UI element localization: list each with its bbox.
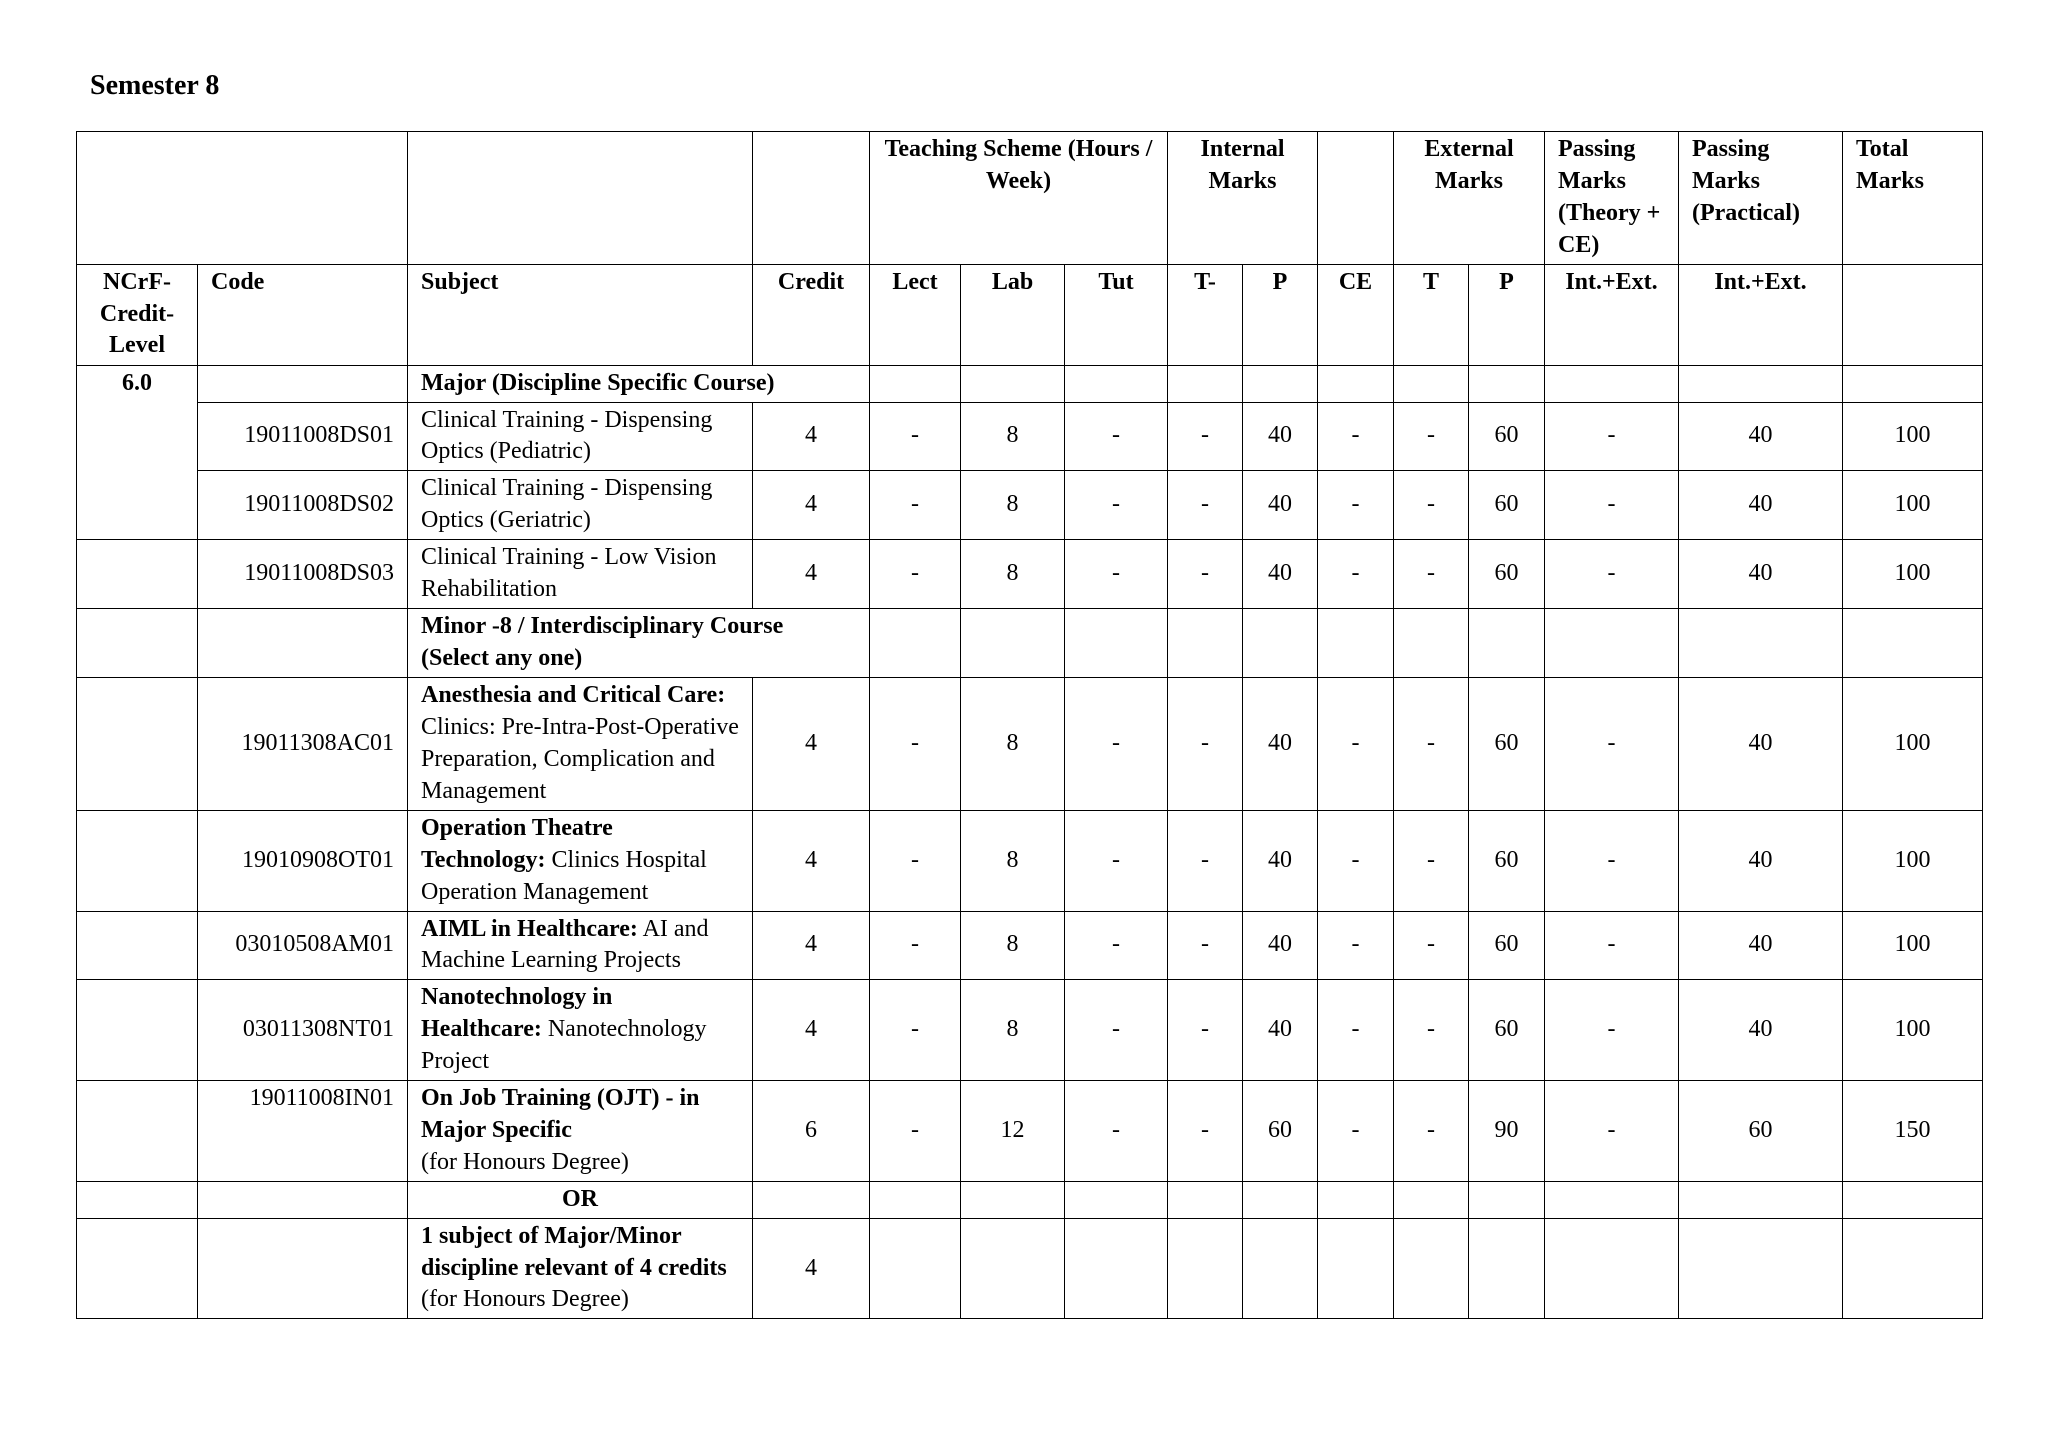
subject-cell — [408, 1218, 753, 1319]
header-passing-theory: Passing Marks (Theory + CE) — [1545, 132, 1679, 265]
empty-cell — [1168, 608, 1243, 677]
or-label: OR — [408, 1181, 753, 1218]
empty-cell — [961, 1181, 1065, 1218]
passing-theory-cell: - — [1545, 540, 1679, 609]
lect-cell: - — [870, 540, 961, 609]
internal-t-cell: - — [1168, 677, 1243, 810]
col-header-level: NCrF-Credit-Level — [77, 264, 198, 365]
table-row — [77, 402, 1983, 471]
subject-desc: (for Honours Degree) — [421, 1286, 629, 1313]
lab-cell: 8 — [961, 402, 1065, 471]
internal-p-cell: 40 — [1243, 471, 1318, 540]
internal-p-cell: 40 — [1243, 540, 1318, 609]
subject-cell: Clinical Training - Dispensing Optics (Pediatric) — [408, 402, 753, 471]
internal-t-cell: - — [1168, 1081, 1243, 1182]
subject-desc: Clinics: Pre-Intra-Post-Operative Preparation, Complication and Management — [421, 713, 739, 804]
col-header-external-p: P — [1469, 264, 1545, 365]
empty-cell — [1243, 608, 1318, 677]
subject-title: Operation Theatre Technology: — [421, 814, 613, 873]
passing-practical-cell: 40 — [1679, 402, 1843, 471]
lab-cell: 12 — [961, 1081, 1065, 1182]
empty-cell — [1469, 365, 1545, 402]
passing-practical-cell: 40 — [1679, 911, 1843, 980]
col-header-tut: Tut — [1065, 264, 1168, 365]
external-t-cell: - — [1394, 1081, 1469, 1182]
code-cell — [198, 1218, 408, 1319]
credit-cell: 4 — [753, 810, 870, 911]
total-cell: 100 — [1843, 677, 1983, 810]
passing-theory-cell: - — [1545, 911, 1679, 980]
header-total-marks: Total Marks — [1843, 132, 1983, 265]
subject-title: 1 subject of Major/Minor discipline relevant of 4 credits — [421, 1222, 727, 1281]
passing-theory-cell: - — [1545, 1081, 1679, 1182]
table-row — [77, 911, 1983, 980]
total-cell — [1843, 1218, 1983, 1319]
internal-t-cell: - — [1168, 540, 1243, 609]
internal-t-cell: - — [1168, 810, 1243, 911]
subject-desc: Nanotechnology Project — [421, 1016, 707, 1075]
passing-practical-cell: 40 — [1679, 980, 1843, 1081]
header-blank-cell — [77, 132, 408, 265]
total-cell: 150 — [1843, 1081, 1983, 1182]
empty-cell — [961, 608, 1065, 677]
empty-cell — [1394, 608, 1469, 677]
credit-cell: 4 — [753, 402, 870, 471]
external-p-cell: 60 — [1469, 677, 1545, 810]
empty-cell — [77, 1218, 198, 1319]
lect-cell: - — [870, 980, 961, 1081]
passing-practical-cell: 40 — [1679, 471, 1843, 540]
table-row — [77, 810, 1983, 911]
total-cell: 100 — [1843, 402, 1983, 471]
subject-cell — [408, 980, 753, 1081]
empty-cell — [1243, 365, 1318, 402]
lab-cell — [961, 1218, 1065, 1319]
internal-t-cell — [1168, 1218, 1243, 1319]
empty-cell — [870, 608, 961, 677]
empty-cell — [77, 911, 198, 980]
or-row — [77, 1181, 1983, 1218]
empty-cell — [1679, 608, 1843, 677]
subject-desc: (for Honours Degree) — [421, 1148, 629, 1175]
subject-cell — [408, 911, 753, 980]
lect-cell: - — [870, 471, 961, 540]
empty-cell — [1168, 365, 1243, 402]
tut-cell: - — [1065, 1081, 1168, 1182]
external-t-cell — [1394, 1218, 1469, 1319]
empty-cell — [870, 1181, 961, 1218]
header-internal-marks: Internal Marks — [1168, 132, 1318, 265]
external-p-cell — [1469, 1218, 1545, 1319]
external-t-cell: - — [1394, 540, 1469, 609]
semester-scheme-table — [76, 131, 1983, 1319]
empty-cell — [1545, 608, 1679, 677]
credit-cell: 4 — [753, 677, 870, 810]
credit-cell: 4 — [753, 1218, 870, 1319]
total-cell: 100 — [1843, 911, 1983, 980]
total-cell: 100 — [1843, 810, 1983, 911]
header-teaching-scheme: Teaching Scheme (Hours / Week) — [870, 132, 1168, 265]
lab-cell: 8 — [961, 540, 1065, 609]
external-p-cell: 60 — [1469, 911, 1545, 980]
empty-cell — [1843, 608, 1983, 677]
subject-desc: AI and Machine Learning Projects — [421, 915, 709, 974]
internal-p-cell: 40 — [1243, 677, 1318, 810]
col-header-ce: CE — [1318, 264, 1394, 365]
table-row — [77, 980, 1983, 1081]
empty-cell — [1394, 365, 1469, 402]
empty-cell — [198, 365, 408, 402]
total-cell: 100 — [1843, 540, 1983, 609]
header-external-marks: External Marks — [1394, 132, 1545, 265]
header-row-groups — [77, 132, 1983, 265]
passing-practical-cell — [1679, 1218, 1843, 1319]
subject-cell — [408, 810, 753, 911]
passing-practical-cell: 40 — [1679, 677, 1843, 810]
lect-cell — [870, 1218, 961, 1319]
empty-cell — [961, 365, 1065, 402]
header-blank-cell — [753, 132, 870, 265]
table-row — [77, 677, 1983, 810]
table-row — [77, 471, 1983, 540]
subject-cell — [408, 1081, 753, 1182]
passing-practical-cell: 60 — [1679, 1081, 1843, 1182]
empty-cell — [77, 810, 198, 911]
external-t-cell: - — [1394, 980, 1469, 1081]
external-t-cell: - — [1394, 471, 1469, 540]
internal-t-cell: - — [1168, 471, 1243, 540]
ce-cell: - — [1318, 1081, 1394, 1182]
empty-cell — [198, 608, 408, 677]
tut-cell: - — [1065, 540, 1168, 609]
code-cell: 19011008DS01 — [198, 402, 408, 471]
ce-cell — [1318, 1218, 1394, 1319]
tut-cell: - — [1065, 471, 1168, 540]
tut-cell: - — [1065, 677, 1168, 810]
subject-desc: Clinics Hospital Operation Management — [421, 846, 707, 905]
col-header-lab: Lab — [961, 264, 1065, 365]
lect-cell: - — [870, 810, 961, 911]
col-header-lect: Lect — [870, 264, 961, 365]
table-row — [77, 540, 1983, 609]
tut-cell: - — [1065, 810, 1168, 911]
internal-p-cell: 40 — [1243, 980, 1318, 1081]
internal-p-cell — [1243, 1218, 1318, 1319]
empty-cell — [1318, 1181, 1394, 1218]
empty-cell — [1545, 365, 1679, 402]
internal-t-cell: - — [1168, 980, 1243, 1081]
code-cell: 19011008DS02 — [198, 471, 408, 540]
external-p-cell: 90 — [1469, 1081, 1545, 1182]
passing-theory-cell: - — [1545, 402, 1679, 471]
header-passing-practical: Passing Marks (Practical) — [1679, 132, 1843, 265]
passing-theory-cell: - — [1545, 677, 1679, 810]
subject-cell — [408, 677, 753, 810]
lect-cell: - — [870, 911, 961, 980]
ce-cell: - — [1318, 677, 1394, 810]
external-p-cell: 60 — [1469, 471, 1545, 540]
col-header-passing-theory: Int.+Ext. — [1545, 264, 1679, 365]
external-t-cell: - — [1394, 677, 1469, 810]
empty-cell — [1394, 1181, 1469, 1218]
credit-cell: 4 — [753, 980, 870, 1081]
internal-p-cell: 60 — [1243, 1081, 1318, 1182]
passing-theory-cell: - — [1545, 980, 1679, 1081]
col-header-total — [1843, 264, 1983, 365]
empty-cell — [77, 980, 198, 1081]
col-header-passing-practical: Int.+Ext. — [1679, 264, 1843, 365]
code-cell: 03010508AM01 — [198, 911, 408, 980]
subject-title: Anesthesia and Critical Care: — [421, 681, 726, 708]
empty-cell — [1168, 1181, 1243, 1218]
ce-cell: - — [1318, 471, 1394, 540]
tut-cell: - — [1065, 911, 1168, 980]
empty-cell — [77, 608, 198, 677]
minor-heading: Minor -8 / Interdisciplinary Course (Select any one) — [408, 608, 870, 677]
tut-cell — [1065, 1218, 1168, 1319]
ce-cell: - — [1318, 540, 1394, 609]
external-t-cell: - — [1394, 402, 1469, 471]
lect-cell: - — [870, 677, 961, 810]
empty-cell — [1843, 365, 1983, 402]
empty-cell — [198, 1181, 408, 1218]
empty-cell — [1679, 1181, 1843, 1218]
total-cell: 100 — [1843, 980, 1983, 1081]
header-blank-cell — [408, 132, 753, 265]
ce-cell: - — [1318, 402, 1394, 471]
lect-cell: - — [870, 1081, 961, 1182]
level-cell: 6.0 — [77, 365, 198, 540]
empty-cell — [1318, 608, 1394, 677]
section-row-minor — [77, 608, 1983, 677]
credit-cell: 4 — [753, 540, 870, 609]
ce-cell: - — [1318, 810, 1394, 911]
internal-p-cell: 40 — [1243, 402, 1318, 471]
external-p-cell: 60 — [1469, 540, 1545, 609]
empty-cell — [1679, 365, 1843, 402]
passing-practical-cell: 40 — [1679, 810, 1843, 911]
passing-theory-cell — [1545, 1218, 1679, 1319]
col-header-external-t: T — [1394, 264, 1469, 365]
major-heading: Major (Discipline Specific Course) — [408, 365, 870, 402]
col-header-internal-p: P — [1243, 264, 1318, 365]
col-header-subject: Subject — [408, 264, 753, 365]
ce-cell: - — [1318, 980, 1394, 1081]
empty-cell — [753, 1181, 870, 1218]
header-row-columns — [77, 264, 1983, 365]
internal-p-cell: 40 — [1243, 911, 1318, 980]
external-p-cell: 60 — [1469, 402, 1545, 471]
page-title: Semester 8 — [90, 70, 220, 101]
code-cell: 19010908OT01 — [198, 810, 408, 911]
code-cell: 19011308AC01 — [198, 677, 408, 810]
credit-cell: 6 — [753, 1081, 870, 1182]
empty-cell — [870, 365, 961, 402]
table-row — [77, 1218, 1983, 1319]
credit-cell: 4 — [753, 911, 870, 980]
passing-theory-cell: - — [1545, 471, 1679, 540]
col-header-credit: Credit — [753, 264, 870, 365]
external-t-cell: - — [1394, 810, 1469, 911]
lab-cell: 8 — [961, 980, 1065, 1081]
subject-cell: Clinical Training - Low Vision Rehabilitation — [408, 540, 753, 609]
code-cell: 19011008DS03 — [198, 540, 408, 609]
lab-cell: 8 — [961, 911, 1065, 980]
internal-t-cell: - — [1168, 911, 1243, 980]
tut-cell: - — [1065, 980, 1168, 1081]
col-header-code: Code — [198, 264, 408, 365]
empty-cell — [1545, 1181, 1679, 1218]
empty-cell — [77, 677, 198, 810]
empty-cell — [1065, 1181, 1168, 1218]
subject-title: On Job Training (OJT) - in Major Specific — [421, 1085, 700, 1143]
col-header-internal-t: T- — [1168, 264, 1243, 365]
credit-cell: 4 — [753, 471, 870, 540]
code-cell: 19011008IN01 — [198, 1081, 408, 1182]
lab-cell: 8 — [961, 677, 1065, 810]
header-blank-cell — [1318, 132, 1394, 265]
subject-title: Nanotechnology in Healthcare: — [421, 984, 613, 1043]
external-t-cell: - — [1394, 911, 1469, 980]
empty-cell — [1843, 1181, 1983, 1218]
lab-cell: 8 — [961, 471, 1065, 540]
external-p-cell: 60 — [1469, 810, 1545, 911]
passing-practical-cell: 40 — [1679, 540, 1843, 609]
tut-cell: - — [1065, 402, 1168, 471]
lab-cell: 8 — [961, 810, 1065, 911]
empty-cell — [1469, 1181, 1545, 1218]
total-cell: 100 — [1843, 471, 1983, 540]
external-p-cell: 60 — [1469, 980, 1545, 1081]
internal-p-cell: 40 — [1243, 810, 1318, 911]
subject-cell: Clinical Training - Dispensing Optics (Geriatric) — [408, 471, 753, 540]
passing-theory-cell: - — [1545, 810, 1679, 911]
lect-cell: - — [870, 402, 961, 471]
empty-cell — [77, 540, 198, 609]
internal-t-cell: - — [1168, 402, 1243, 471]
table-row — [77, 1081, 1983, 1182]
empty-cell — [1243, 1181, 1318, 1218]
empty-cell — [77, 1081, 198, 1182]
section-row-major — [77, 365, 1983, 402]
subject-title: AIML in Healthcare: — [421, 915, 638, 942]
empty-cell — [1065, 365, 1168, 402]
ce-cell: - — [1318, 911, 1394, 980]
empty-cell — [1469, 608, 1545, 677]
empty-cell — [77, 1181, 198, 1218]
empty-cell — [1318, 365, 1394, 402]
empty-cell — [1065, 608, 1168, 677]
code-cell: 03011308NT01 — [198, 980, 408, 1081]
